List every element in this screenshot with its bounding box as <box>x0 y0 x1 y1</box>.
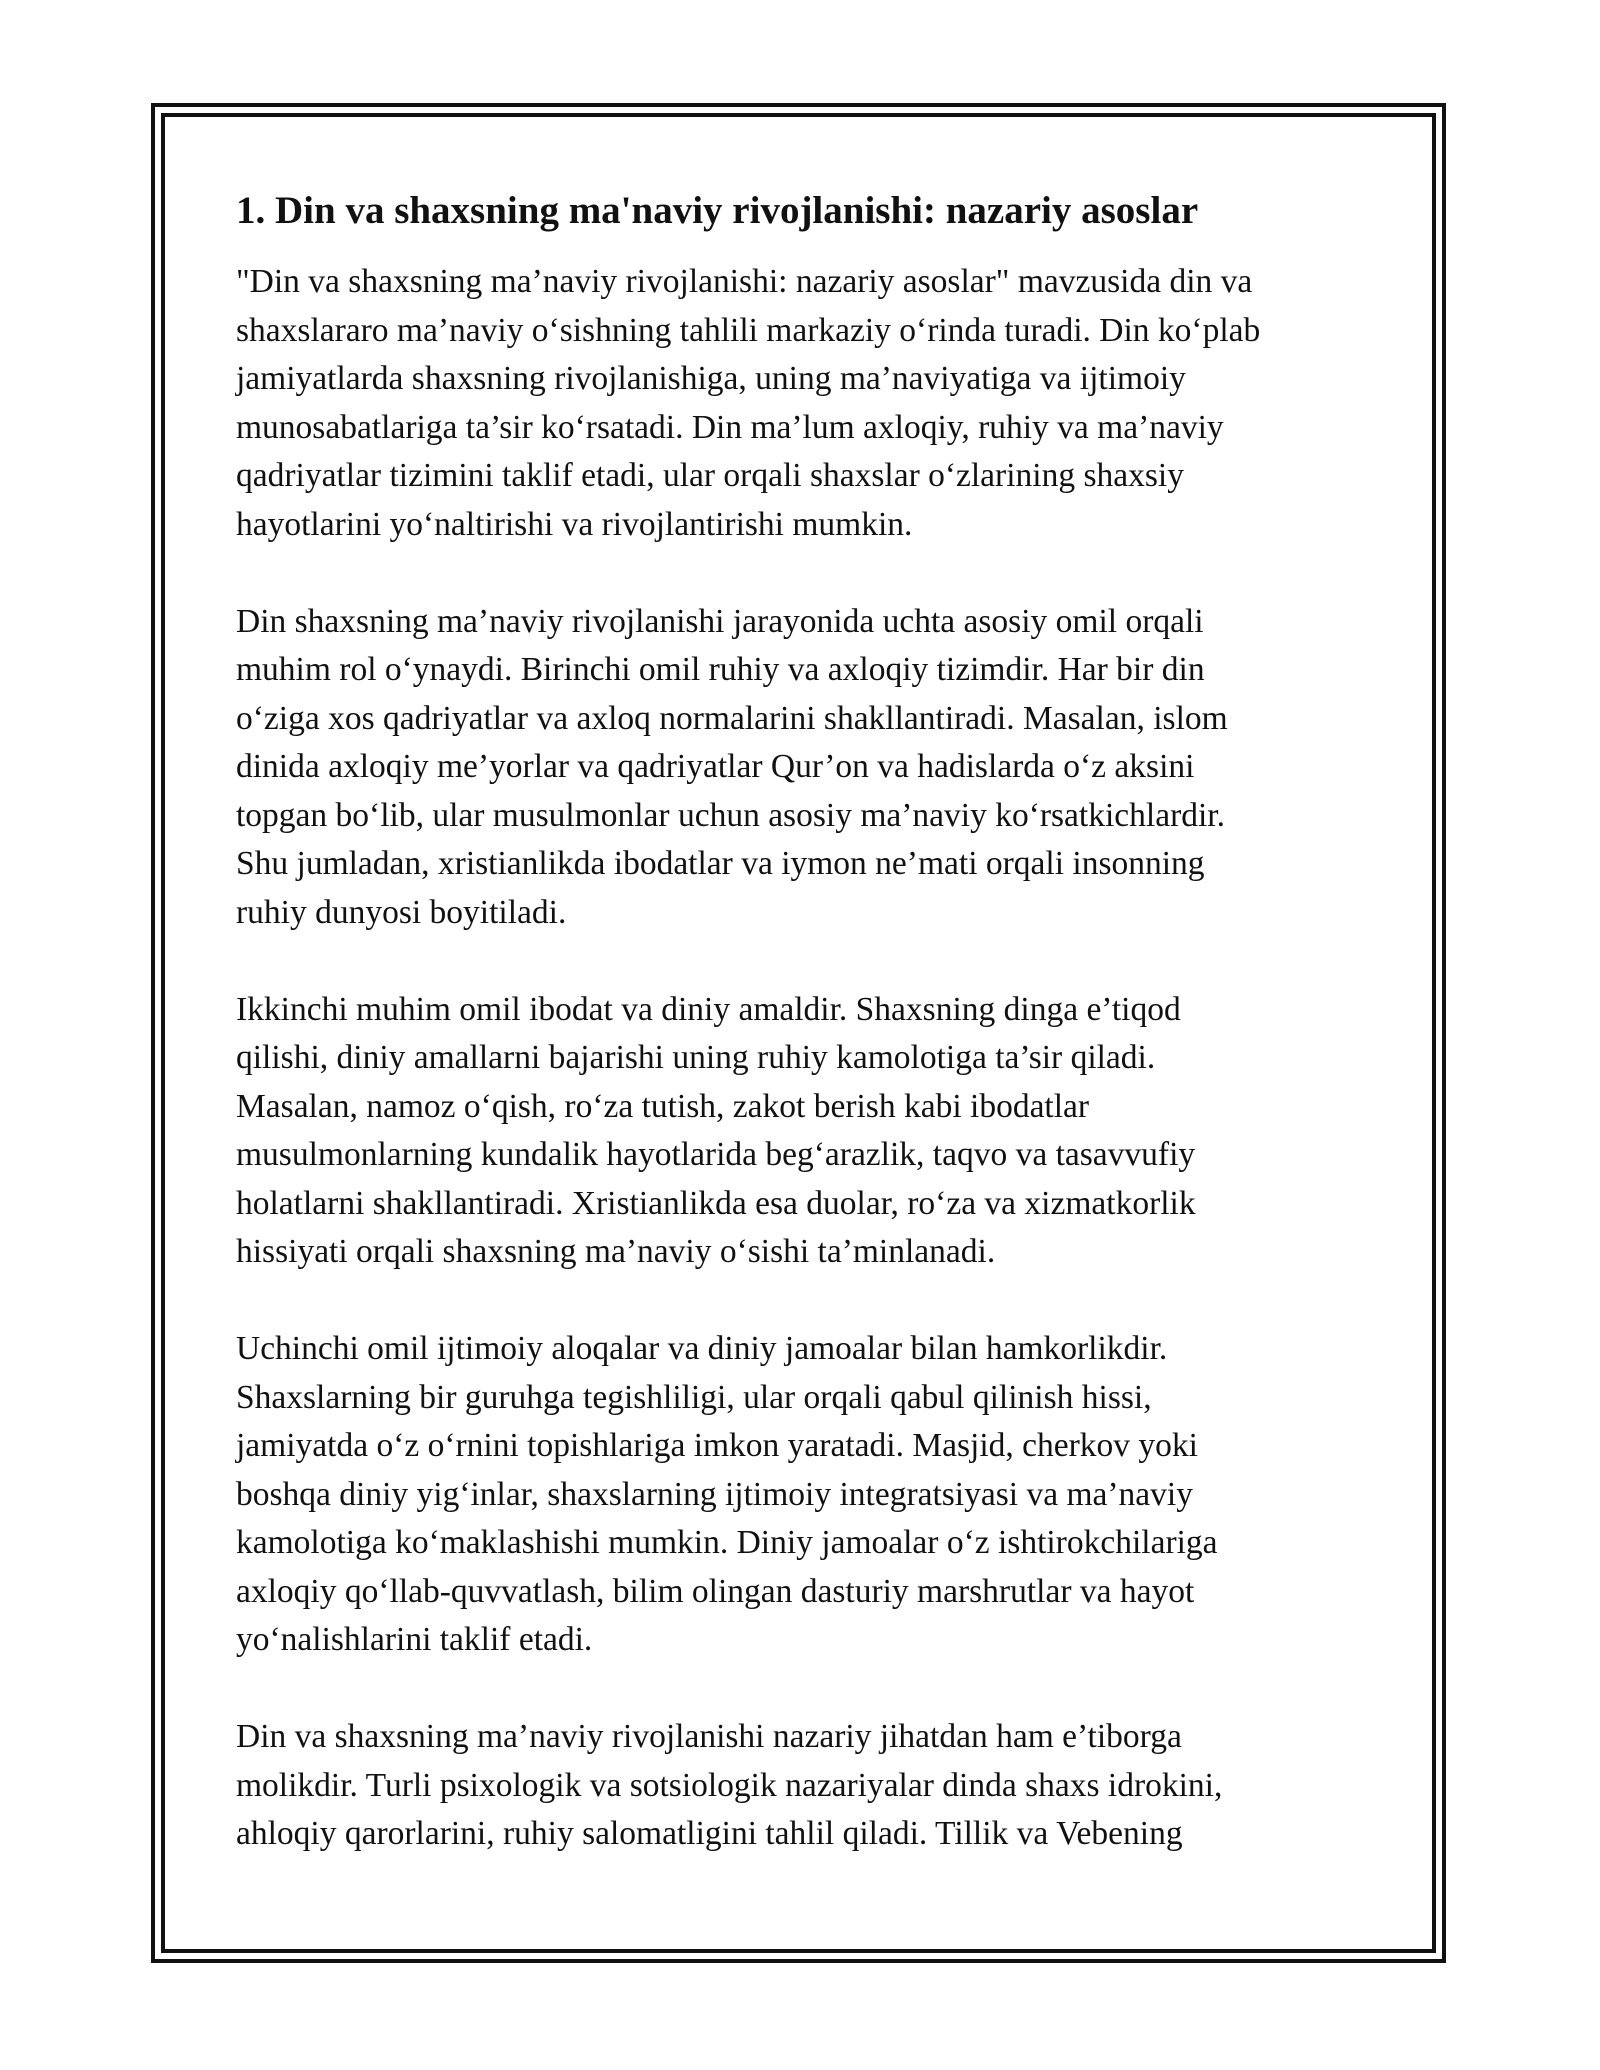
text-line: topgan bo‘lib, ular musulmonlar uchun asosiy ma’naviy ko‘rsatkichlardir. <box>236 796 1225 834</box>
paragraph-5 <box>236 1713 1366 1859</box>
text-line: Masalan, namoz o‘qish, ro‘za tutish, zakot berish kabi ibodatlar <box>236 1087 1090 1125</box>
text-line: muhim rol o‘ynaydi. Birinchi omil ruhiy va axloqiy tizimdir. Har bir din <box>236 651 1205 688</box>
text-line: holatlarni shakllantiradi. Xristianlikda esa duolar, ro‘za va xizmatkorlik <box>236 1184 1196 1222</box>
text-line: Din va shaxsning ma’naviy rivojlanishi nazariy jihatdan ham e’tiborga <box>236 1718 1182 1755</box>
text-line: dinida axloqiy me’yorlar va qadriyatlar Qur’on va hadislarda o‘z aksini <box>236 748 1195 785</box>
text-line: qadriyatlar tizimini taklif etadi, ular orqali shaxslar o‘zlarining shaxsiy <box>236 457 1184 494</box>
text-line: kamolotiga ko‘maklashishi mumkin. Diniy jamoalar o‘z ishtirokchilariga <box>236 1524 1218 1561</box>
text-line: hayotlarini yo‘naltirishi va rivojlantirishi mumkin. <box>236 505 913 543</box>
text-line: o‘ziga xos qadriyatlar va axloq normalarini shakllantiradi. Masalan, islom <box>236 699 1228 737</box>
paragraph-1 <box>236 258 1366 549</box>
text-line: Shu jumladan, xristianlikda ibodatlar va iymon ne’mati orqali insonning <box>236 845 1205 882</box>
text-line: Uchinchi omil ijtimoiy aloqalar va diniy jamoalar bilan hamkorlikdir. <box>236 1330 1168 1367</box>
text-line: musulmonlarning kundalik hayotlarida beg‘arazlik, taqvo va tasavvufiy <box>236 1136 1196 1173</box>
text-line: Shaxslarning bir guruhga tegishliligi, ular orqali qabul qilinish hissi, <box>236 1378 1152 1416</box>
text-line: jamiyatda o‘z o‘rnini topishlariga imkon yaratadi. Masjid, cherkov yoki <box>236 1427 1198 1464</box>
document-body <box>236 186 1366 1907</box>
paragraph-3 <box>236 986 1366 1277</box>
text-line: boshqa diniy yig‘inlar, shaxslarning ijtimoiy integratsiyasi va ma’naviy <box>236 1475 1193 1513</box>
text-line: ruhiy dunyosi boyitiladi. <box>236 893 567 931</box>
text-line: Din shaxsning ma’naviy rivojlanishi jarayonida uchta asosiy omil orqali <box>236 602 1204 640</box>
text-line: hissiyati orqali shaxsning ma’naviy o‘sishi ta’minlanadi. <box>236 1233 996 1270</box>
text-line: qilishi, diniy amallarni bajarishi uning ruhiy kamolotiga ta’sir qiladi. <box>236 1039 1156 1076</box>
section-heading: 1. Din va shaxsning ma'naviy rivojlanishi: nazariy asoslar <box>236 189 1199 232</box>
paragraph-4 <box>236 1325 1366 1665</box>
text-line: "Din va shaxsning ma’naviy rivojlanishi: nazariy asoslar" mavzusida din va <box>236 263 1253 300</box>
text-line: yo‘nalishlarini taklif etadi. <box>236 1621 593 1658</box>
text-line: shaxslararo ma’naviy o‘sishning tahlili markaziy o‘rinda turadi. Din ko‘plab <box>236 311 1261 349</box>
text-line: axloqiy qo‘llab-quvvatlash, bilim olingan dasturiy marshrutlar va hayot <box>236 1572 1195 1610</box>
text-line: munosabatlariga ta’sir ko‘rsatadi. Din ma’lum axloqiy, ruhiy va ma’naviy <box>236 408 1224 446</box>
paragraph-2 <box>236 598 1366 938</box>
text-line: ahloqiy qarorlarini, ruhiy salomatligini tahlil qiladi. Tillik va Vebening <box>236 1815 1183 1852</box>
text-line: jamiyatlarda shaxsning rivojlanishiga, uning ma’naviyatiga va ijtimoiy <box>236 360 1186 397</box>
text-line: Ikkinchi muhim omil ibodat va diniy amaldir. Shaxsning dinga e’tiqod <box>236 990 1181 1028</box>
text-line: molikdir. Turli psixologik va sotsiologik nazariyalar dinda shaxs idrokini, <box>236 1766 1223 1804</box>
paragraph-list <box>236 258 1366 1859</box>
